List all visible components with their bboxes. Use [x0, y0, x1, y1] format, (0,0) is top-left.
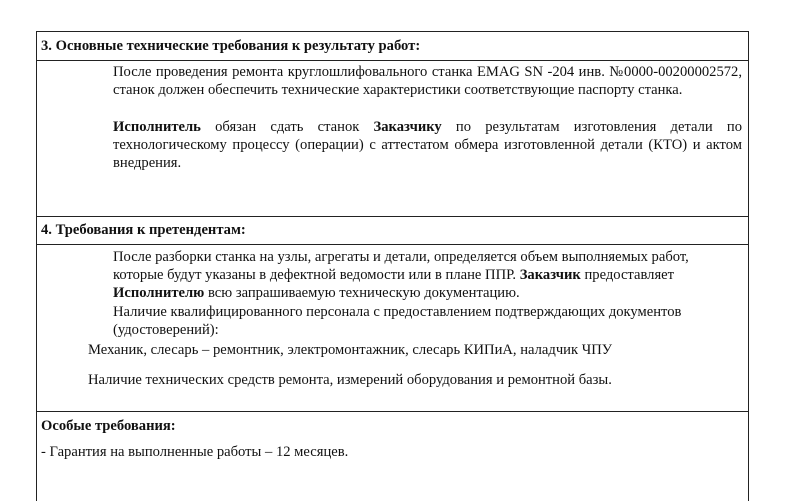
section-3-paragraph-1: После проведения ремонта круглошлифовального станка EMAG SN -204 инв. №0000-00200002572, станок должен обеспечить технические характеристики соответствующие паспорту станка.: [113, 64, 742, 98]
paragraph-text: предоставляет: [580, 267, 675, 283]
staff-list: Механик, слесарь – ремонтник, электромонтажник, слесарь КИПиА, наладчик ЧПУ: [88, 342, 613, 358]
customer-term: Заказчик: [519, 267, 581, 283]
paragraph-text: обязан сдать станок: [200, 119, 374, 135]
section-4-title: 4. Требования к претендентам:: [41, 222, 246, 238]
table-rule: [36, 411, 749, 412]
tools-line: Наличие технических средств ремонта, измерений оборудования и ремонтной базы.: [88, 372, 612, 388]
contractor-term: Исполнителю: [113, 285, 205, 301]
table-rule: [36, 244, 749, 245]
warranty-line: - Гарантия на выполненные работы – 12 месяцев.: [41, 444, 349, 460]
section-3-title: 3. Основные технические требования к результату работ:: [41, 38, 421, 54]
table-rule: [36, 60, 749, 61]
customer-term: Заказчику: [373, 119, 442, 135]
section-4-paragraph-1: [113, 248, 742, 302]
section-3-paragraph-2: [113, 118, 742, 172]
table-rule: [36, 31, 749, 32]
table-rule: [748, 31, 749, 501]
table-rule: [36, 216, 749, 217]
contractor-term: Исполнитель: [113, 119, 201, 135]
section-4-paragraph-2: Наличие квалифицированного персонала с предоставлением подтверждающих документов (удостоверений):: [113, 304, 682, 338]
special-requirements-title: Особые требования:: [41, 418, 176, 434]
paragraph-text: по результатам изготовления детали по технологическому процессу (операции) с аттестатом обмера изготовленной детали (КТО) и актом внедрения.: [113, 119, 742, 171]
paragraph-text: всю запрашиваемую техническую документацию.: [204, 285, 520, 301]
table-rule: [36, 31, 37, 501]
paragraph-text: После разборки станка на узлы, агрегаты и детали, определяется объем выполняемых работ, которые будут указаны в дефектной ведомости или в плане ППР.: [113, 249, 689, 283]
